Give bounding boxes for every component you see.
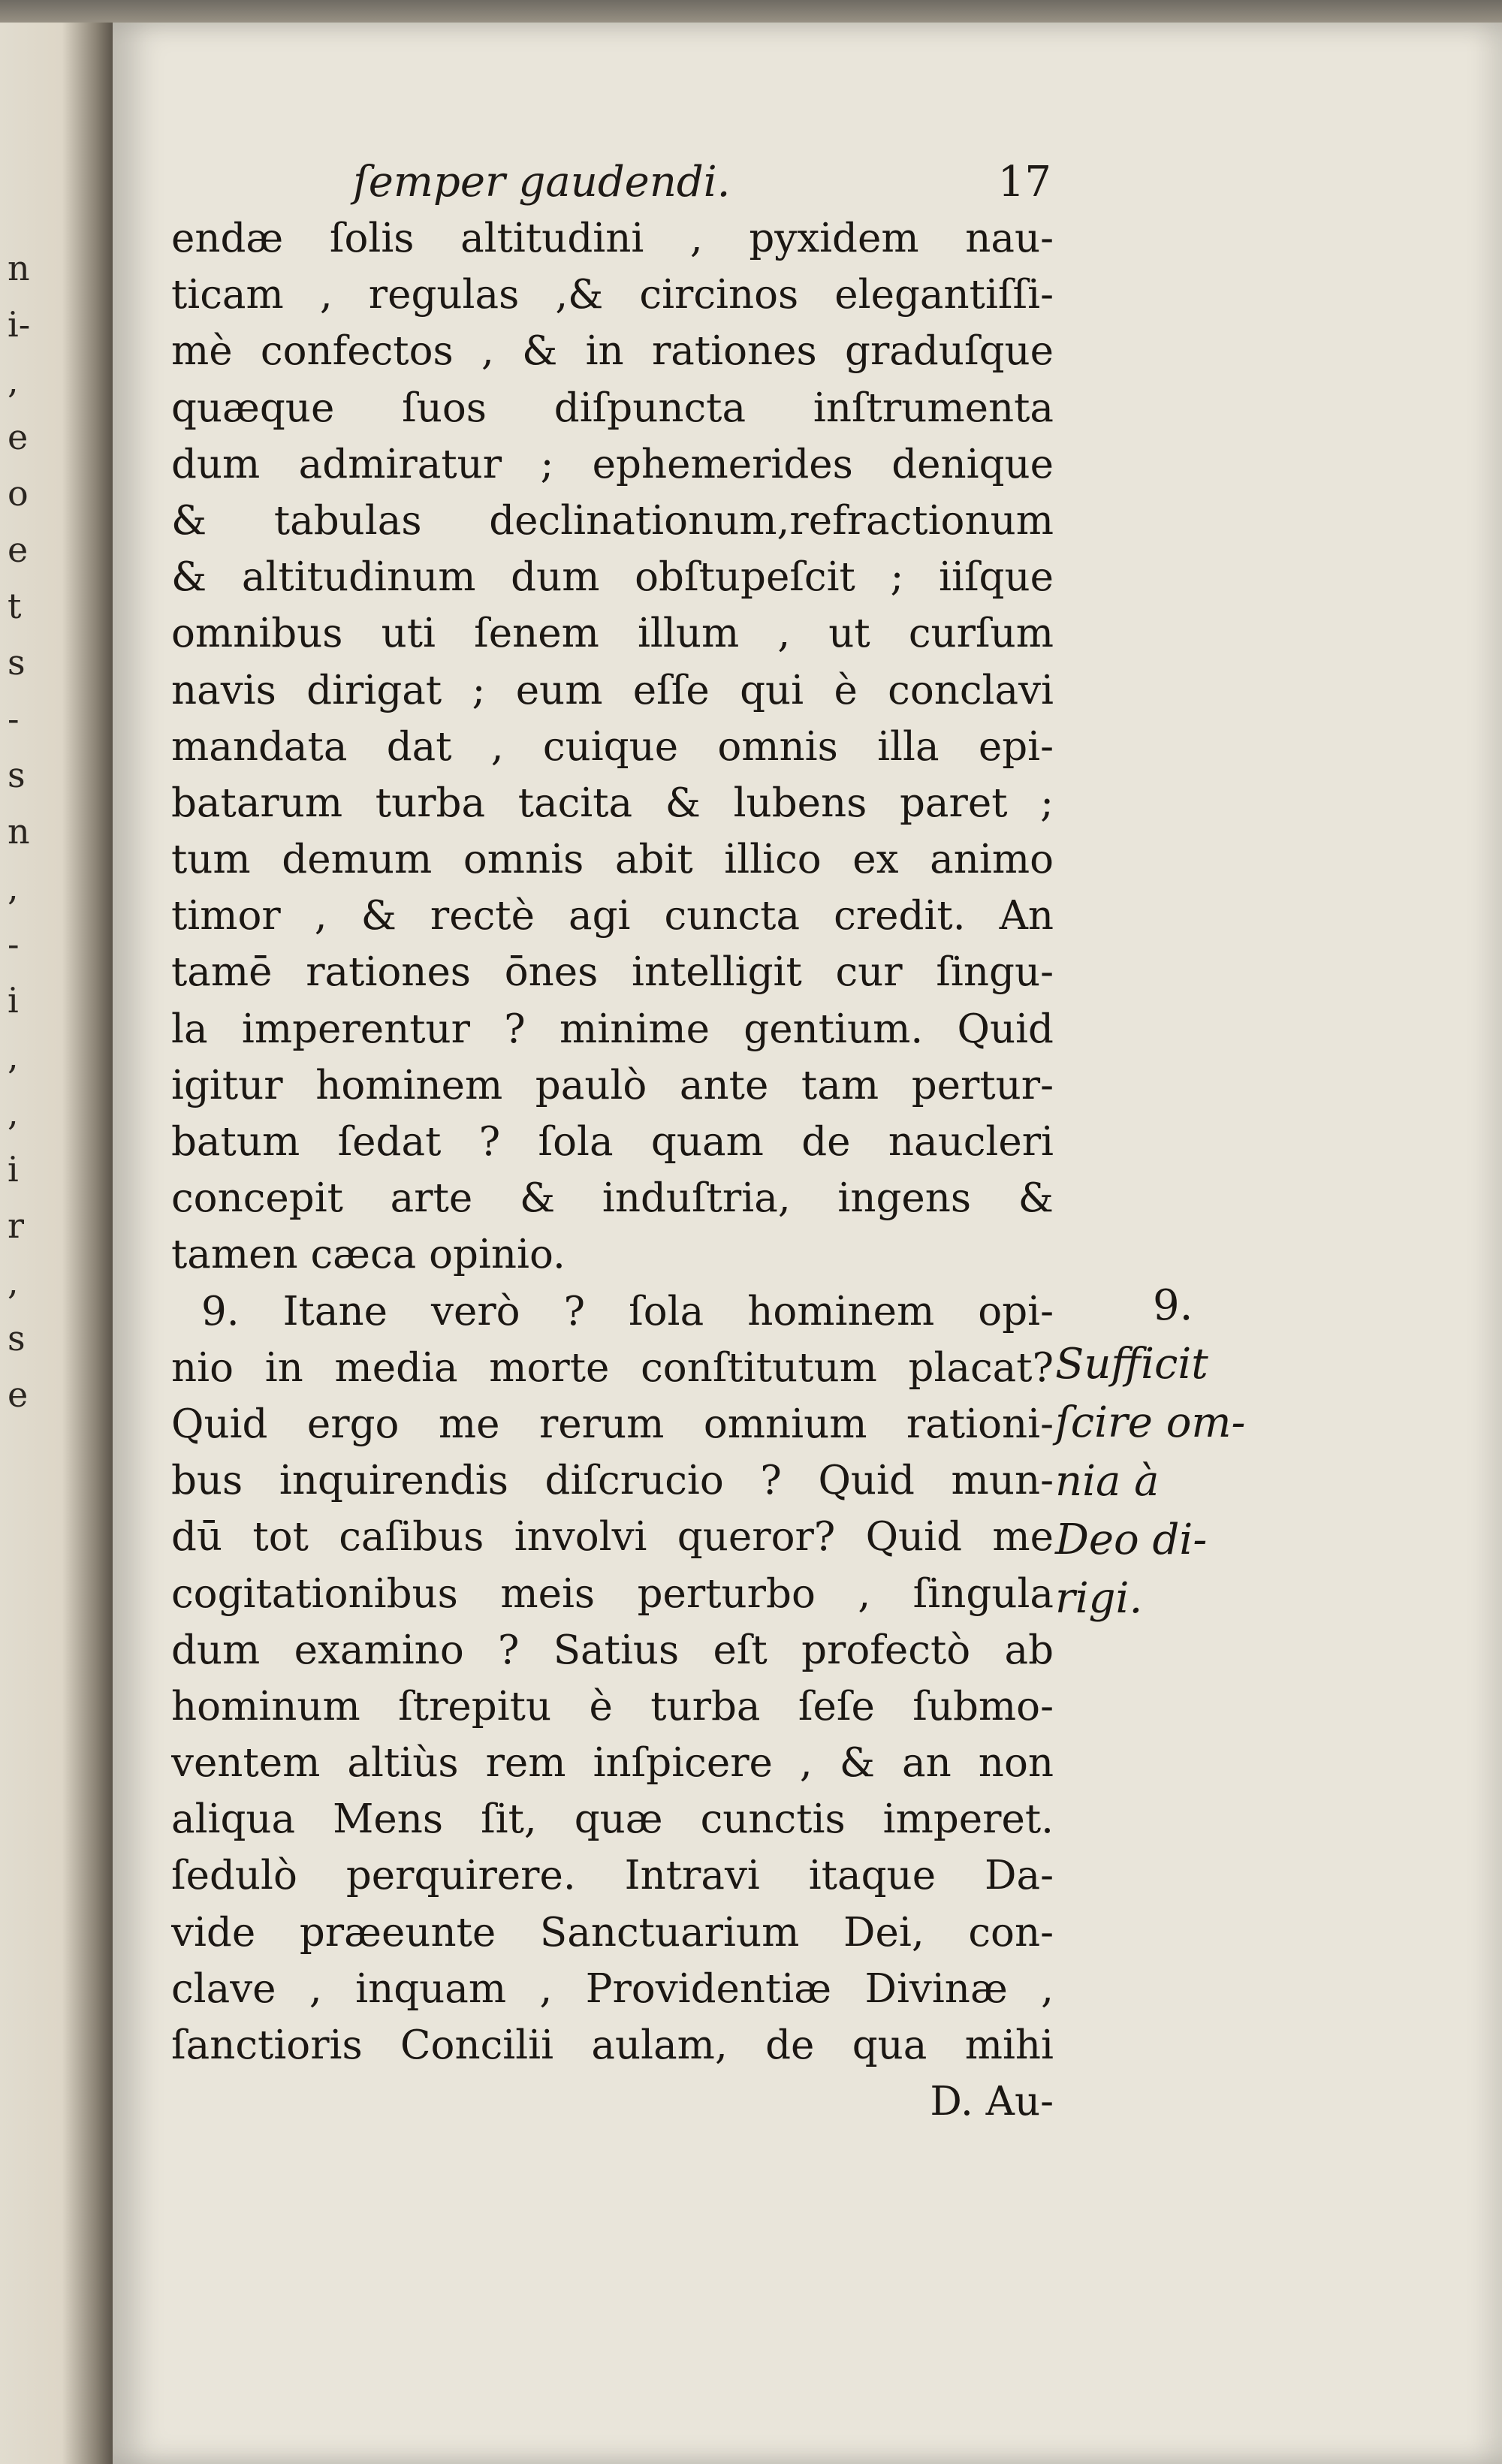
running-title: ſemper gaudendi. (353, 158, 731, 207)
left-page-fragment: s (8, 642, 26, 683)
text-line: dum examino ? Satius eſt profectò ab (171, 1627, 1054, 1673)
text-line: dū tot caſibus involvi queror? Quid me (171, 1514, 1054, 1561)
left-page-fragment: n (8, 248, 30, 288)
left-page-fragment: , (8, 1093, 19, 1133)
text-line: Quid ergo me rerum omnium rationi- (171, 1401, 1054, 1447)
text-line: aliqua Mens ſit, quæ cunctis imperet. (171, 1796, 1054, 1843)
text-line: hominum ſtrepitu è turba ſeſe ſubmo- (171, 1683, 1054, 1730)
left-page-fragment: e (8, 529, 29, 570)
text-line: batum ſedat ? ſola quam de naucleri (171, 1119, 1054, 1165)
text-line: quæque ſuos diſpuncta inſtrumenta (171, 385, 1054, 431)
marginal-note-line: nia à (1055, 1457, 1160, 1506)
left-page-fragment: e (8, 1374, 29, 1415)
text-line: ticam , regulas ,& circinos elegantiſſi- (171, 272, 1054, 318)
text-line: endæ ſolis altitudini , pyxidem nau- (171, 216, 1054, 261)
marginal-note-number: 9. (1153, 1281, 1193, 1330)
left-page-fragment: s (8, 1318, 26, 1359)
left-page-fragment: r (8, 1205, 24, 1246)
text-line: ſanctioris Concilii aulam, de qua mihi (171, 2022, 1054, 2068)
text-line: tamen cæca opinio. (171, 1232, 566, 1278)
left-page-fragment: i (8, 1149, 19, 1190)
marginal-note-line: ſcire om- (1055, 1398, 1246, 1447)
text-line: igitur hominem paulò ante tam pertur- (171, 1062, 1054, 1108)
left-page-fragment: - (8, 698, 20, 739)
left-page-fragment: e (8, 417, 29, 457)
catchword: D. Au- (930, 2079, 1054, 2125)
text-line: mandata dat , cuique omnis illa epi- (171, 723, 1054, 770)
text-line: bus inquirendis diſcrucio ? Quid mun- (171, 1458, 1054, 1504)
text-line: tum demum omnis abit illico ex animo (171, 837, 1054, 883)
marginal-note-line: rigi. (1055, 1574, 1143, 1623)
text-line: 9. Itane verò ? ſola hominem opi- (201, 1288, 1054, 1335)
left-page-fragment: , (8, 1036, 19, 1077)
left-page-fragment: s (8, 755, 26, 795)
text-line: tamē rationes ōnes intelligit cur ſingu- (171, 949, 1054, 996)
left-page-fragment: n (8, 811, 30, 852)
left-page-fragment: , (8, 1262, 19, 1302)
text-line: ventem altiùs rem inſpicere , & an non (171, 1740, 1054, 1787)
text-line: ſedulò perquirere. Intravi itaque Da- (171, 1853, 1054, 1899)
left-page-fragment: , (8, 360, 19, 401)
text-line: batarum turba tacita & lubens paret ; (171, 780, 1054, 826)
left-page-fragment: - (8, 924, 20, 964)
text-line: & altitudinum dum obſtupeſcit ; iiſque (171, 554, 1054, 601)
bleed-through-text (1209, 210, 1457, 1938)
text-line: clave , inquam , Providentiæ Divinæ , (171, 1965, 1054, 2012)
marginal-note (1055, 1277, 1280, 1628)
left-page-fragment: , (8, 867, 19, 908)
text-line: vide præeunte Sanctuarium Dei, con- (171, 1909, 1054, 1956)
page-number: 17 (997, 158, 1051, 207)
left-page-edge (0, 23, 113, 2464)
marginal-note-line: Sufficit (1055, 1340, 1208, 1389)
text-line: concepit arte & induſtria, ingens & (171, 1175, 1054, 1222)
left-page-fragment: i (8, 980, 19, 1021)
left-page-fragment: o (8, 473, 29, 514)
text-line: mè confectos , & in rationes graduſque (171, 328, 1054, 375)
text-line: la imperentur ? minime gentium. Quid (171, 1006, 1054, 1052)
text-line: dum admiratur ; ephemerides denique (171, 441, 1054, 487)
text-line: cogitationibus meis perturbo , ſingula (171, 1570, 1054, 1617)
text-line: nio in media morte conſtitutum placat? (171, 1344, 1054, 1391)
text-line: omnibus uti ſenem illum , ut curſum (171, 611, 1054, 657)
text-line: timor , & rectè agi cuncta credit. An (171, 893, 1054, 939)
page-header (233, 158, 1051, 218)
left-page-fragment: i- (8, 304, 31, 345)
body-text (171, 210, 1054, 2130)
text-line: & tabulas declinationum,refractionum (171, 497, 1054, 544)
marginal-note-line: Deo di- (1055, 1515, 1208, 1564)
left-page-fragment: t (8, 586, 22, 626)
text-line: navis dirigat ; eum eſſe qui è conclavi (171, 667, 1054, 713)
